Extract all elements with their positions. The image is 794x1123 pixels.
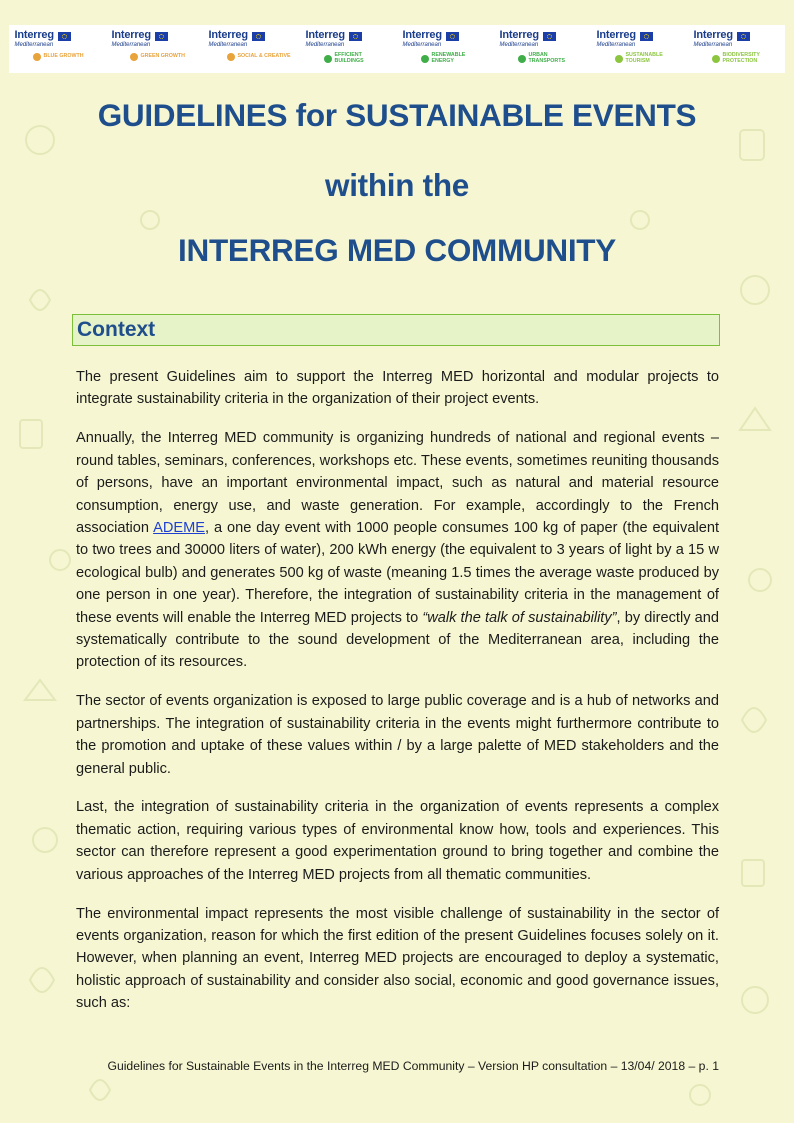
logo-theme-label: GREEN GROWTH [140, 53, 185, 60]
paragraph-5: The environmental impact represents the most visible challenge of sustainability in the sector of events organization, reason for which the first edition of the present Guidelines focuses solely on it. However, when planning an event, Interreg MED projects are encouraged to deploy a systematic, holistic approach of sustainability and consider also social, economic and good governance issues, such as: [76, 905, 719, 1012]
theme-icon [615, 55, 623, 63]
interreg-logo [306, 27, 392, 71]
logo-subtitle: Mediterranean [499, 42, 539, 48]
eu-flag-icon [640, 32, 653, 41]
logo-top [15, 30, 101, 50]
logo-subtitle: Mediterranean [208, 42, 248, 48]
interreg-logo [112, 27, 198, 71]
eu-flag-icon [349, 32, 362, 41]
body-text [76, 366, 719, 1031]
paragraph-3: The sector of events organization is exposed to large public coverage and is a hub of networks and partnerships. The integration of sustainability criteria in the events might furthermore contribute to the promotion and uptake of these values within / by a large palette of MED stakeholders and the general public. [76, 693, 719, 777]
theme-icon [227, 53, 235, 61]
paragraph-2-quote: “walk the talk of sustainability” [422, 609, 617, 626]
paragraph-2-text-a: Annually, the Interreg MED community is organizing hundreds of national and regional events – round tables, seminars, conferences, workshops etc. These events, sometimes reuniting thousands of persons, have an important environmental impact, such as natural and material resource consumption, energy use, and waste generation. For example, accordingly to the French association [76, 430, 719, 536]
interreg-logo [694, 27, 780, 71]
interreg-logo [209, 27, 295, 71]
interreg-logo [403, 27, 489, 71]
logo-subtitle: Mediterranean [596, 42, 636, 48]
eu-flag-icon [252, 32, 265, 41]
logo-name: Interreg [402, 29, 442, 41]
theme-icon [518, 55, 526, 63]
logo-name: Interreg [499, 29, 539, 41]
logo-theme-label: SUSTAINABLE TOURISM [625, 52, 663, 64]
logo-top [597, 30, 683, 50]
logo-theme-label: URBAN TRANSPORTS [528, 52, 565, 64]
theme-icon [324, 55, 332, 63]
interreg-logo [500, 27, 586, 71]
title-line-3: INTERREG MED COMMUNITY [178, 232, 616, 268]
logo-banner [9, 25, 785, 73]
paragraph-2 [76, 427, 719, 673]
logo-top [209, 30, 295, 50]
eu-flag-icon [155, 32, 168, 41]
logo-top [500, 30, 586, 50]
logo-top [403, 30, 489, 50]
logo-theme-label: BLUE GROWTH [43, 53, 84, 60]
eu-flag-icon [58, 32, 71, 41]
paragraph-1: The present Guidelines aim to support the Interreg MED horizontal and modular projects to integrate sustainability criteria in the organization of their project events. [76, 369, 719, 408]
logo-theme-label: EFFICIENT BUILDINGS [334, 52, 364, 64]
paragraph-2-text-c: , by directly and systematically contribute to the sound development of the Mediterranean area, including the protection of its resources. [76, 609, 719, 671]
section-heading-box [72, 314, 720, 346]
eu-flag-icon [543, 32, 556, 41]
title-line-2: within the [325, 167, 469, 203]
logo-subtitle: Mediterranean [693, 42, 733, 48]
logo-theme-label: RENEWABLE ENERGY [431, 52, 466, 64]
logo-subtitle: Mediterranean [305, 42, 345, 48]
logo-top [694, 30, 780, 50]
logo-name: Interreg [596, 29, 636, 41]
paragraph-4: Last, the integration of sustainability criteria in the organization of events represents a complex thematic action, requiring various types of environmental know how, tools and experiences. This sector can therefore represent a good experimentation ground to bring together and combine the various approaches of the Interreg MED projects from all thematic communities. [76, 799, 719, 883]
logo-theme-label: SOCIAL & CREATIVE [237, 53, 291, 60]
paragraph-2-text-b: , a one day event with 1000 people consumes 100 kg of paper (the equivalent to two trees and 30000 liters of water), 200 kWh energy (the equivalent to 3 years of light by a 15 w ecological bulb) and generates 500 kg of waste (meaning 1.5 times the average waste produced by one person in one year). Therefore, the integration of sustainability criteria in the management of these events will enable the Interreg MED projects to [76, 519, 719, 626]
logo-top [112, 30, 198, 50]
logo-top [306, 30, 392, 50]
eu-flag-icon [446, 32, 459, 41]
interreg-logo [15, 27, 101, 71]
logo-name: Interreg [111, 29, 151, 41]
logo-name: Interreg [305, 29, 345, 41]
logo-name: Interreg [208, 29, 248, 41]
title-line-1: GUIDELINES for SUSTAINABLE EVENTS [97, 97, 697, 133]
logo-subtitle: Mediterranean [14, 42, 54, 48]
theme-icon [712, 55, 720, 63]
eu-flag-icon [737, 32, 750, 41]
theme-icon [130, 53, 138, 61]
theme-icon [421, 55, 429, 63]
interreg-logo [597, 27, 683, 71]
ademe-link[interactable]: ADEME [153, 519, 206, 536]
logo-theme-label: BIODIVERSITY PROTECTION [722, 52, 760, 64]
logo-subtitle: Mediterranean [111, 42, 151, 48]
section-heading: Context [77, 318, 156, 341]
logo-name: Interreg [14, 29, 54, 41]
logo-subtitle: Mediterranean [402, 42, 442, 48]
logo-name: Interreg [693, 29, 733, 41]
page-footer: Guidelines for Sustainable Events in the Interreg MED Community – Version HP consultation – 13/04/ 2018 – p. 1 [107, 1059, 719, 1073]
theme-icon [33, 53, 41, 61]
